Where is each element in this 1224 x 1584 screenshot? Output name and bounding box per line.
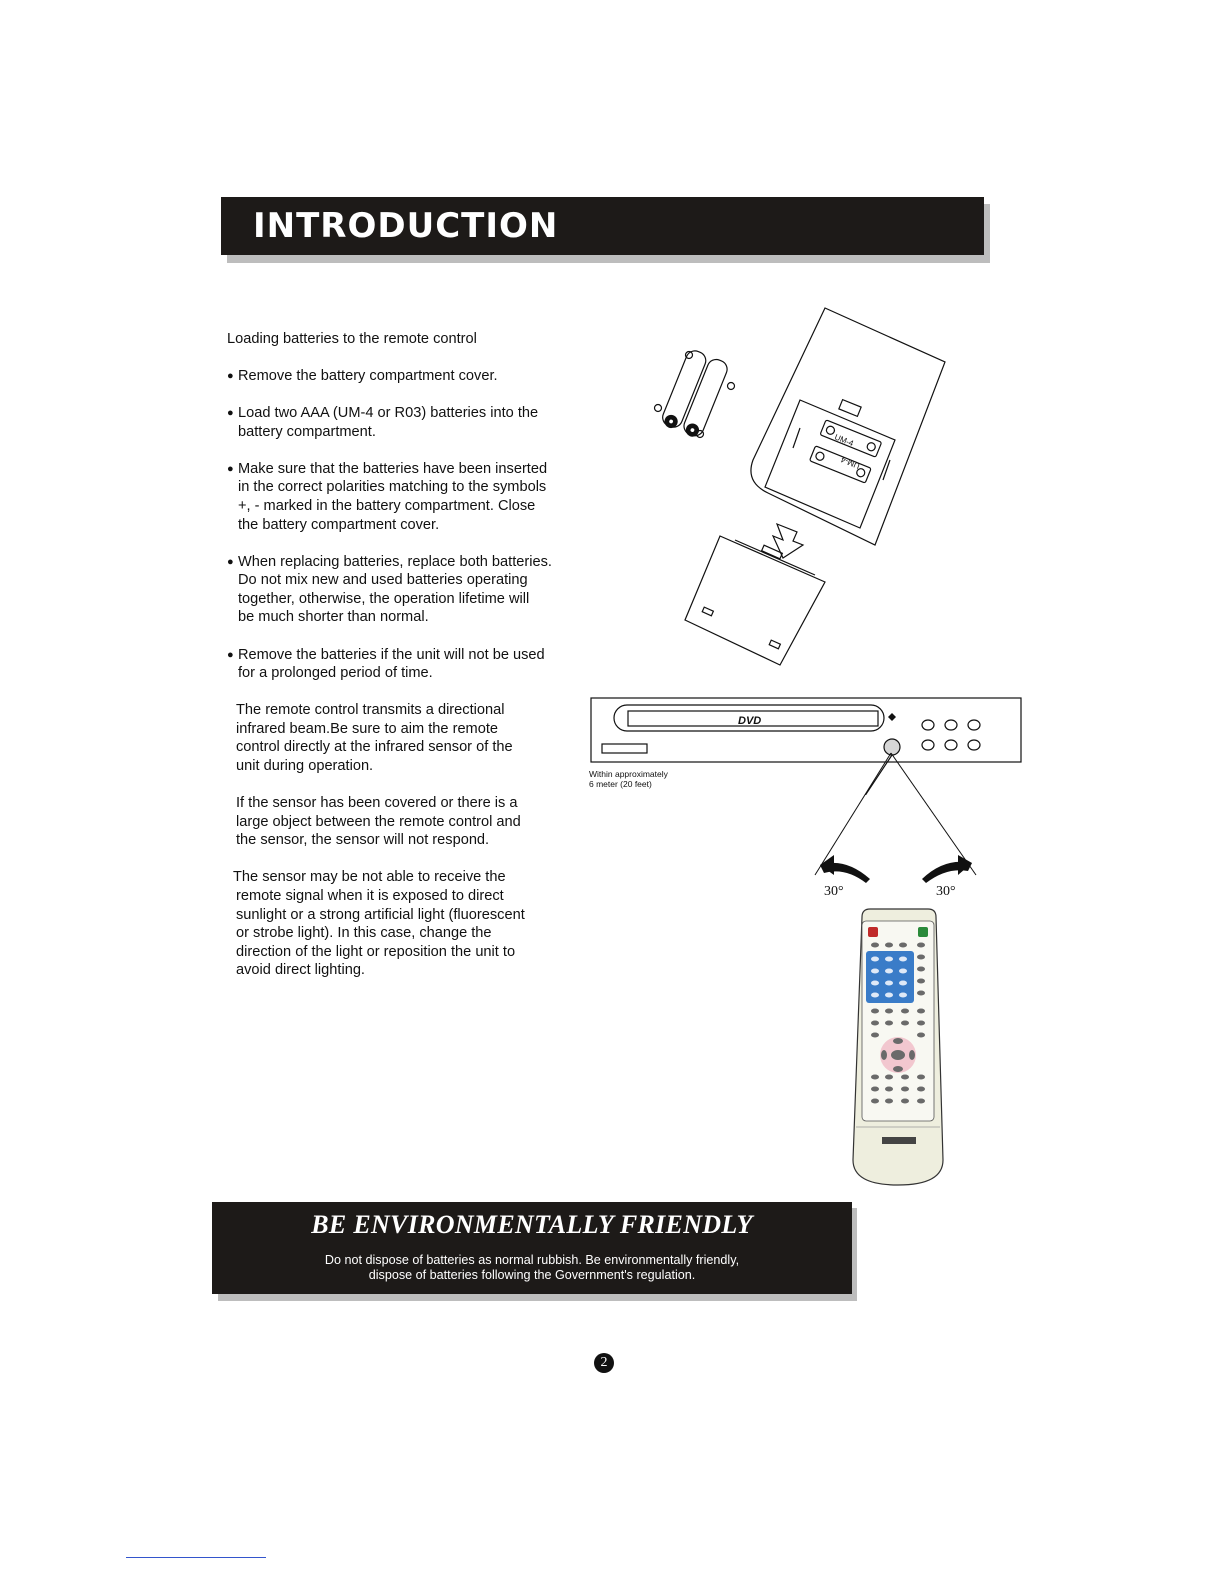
paragraph-line: avoid direct lighting. bbox=[236, 962, 365, 979]
bullet-item bbox=[227, 404, 587, 441]
environment-notice-text bbox=[212, 1253, 852, 1283]
paragraph-line: The sensor may be not able to receive the bbox=[233, 869, 506, 886]
page-title: INTRODUCTION bbox=[253, 206, 559, 246]
bullet-item bbox=[227, 367, 587, 386]
instructions-column bbox=[227, 330, 587, 998]
remote-control-illustration bbox=[848, 905, 948, 1190]
paragraph-line: infrared beam.Be sure to aim the remote bbox=[236, 720, 499, 737]
bullet-line: Remove the batteries if the unit will not be used bbox=[238, 646, 545, 663]
paragraph-line: remote signal when it is exposed to direct bbox=[236, 887, 504, 904]
paragraph-line: large object between the remote control and bbox=[236, 813, 521, 830]
paragraph bbox=[236, 794, 587, 850]
bullet-line: be much shorter than normal. bbox=[238, 609, 429, 626]
paragraph-line: direction of the light or reposition the unit to bbox=[236, 943, 516, 960]
range-note-line: 6 meter (20 feet) bbox=[589, 779, 652, 789]
bullet-item bbox=[227, 460, 587, 534]
paragraph-line: sunlight or a strong artificial light (fluorescent bbox=[236, 906, 525, 923]
bullet-item bbox=[227, 553, 587, 627]
bullet-dot-icon: ● bbox=[227, 648, 234, 661]
bullet-line: +, - marked in the battery compartment. Close bbox=[238, 497, 536, 514]
bullet-line: battery compartment. bbox=[238, 423, 376, 440]
dvd-logo: DVD bbox=[738, 715, 762, 727]
paragraph bbox=[233, 868, 587, 980]
section-header bbox=[221, 197, 984, 255]
bullet-line: Make sure that the batteries have been inserted bbox=[238, 460, 548, 477]
bullet-line: Remove the battery compartment cover. bbox=[238, 367, 498, 384]
bullet-line: together, otherwise, the operation lifetime will bbox=[238, 590, 530, 607]
bullet-line: Load two AAA (UM-4 or R03) batteries into the bbox=[238, 405, 539, 422]
bullet-dot-icon: ● bbox=[227, 407, 234, 420]
paragraph-line: the sensor, the sensor will not respond. bbox=[236, 832, 490, 849]
bullet-line: in the correct polarities matching to the symbols bbox=[238, 479, 547, 496]
footer-rule bbox=[126, 1557, 266, 1558]
environment-notice bbox=[212, 1202, 852, 1294]
environment-notice-line: Do not dispose of batteries as normal rubbish. Be environmentally friendly, bbox=[324, 1253, 740, 1267]
paragraph bbox=[236, 701, 587, 775]
bullet-line: When replacing batteries, replace both batteries. bbox=[238, 553, 552, 570]
bullet-dot-icon: ● bbox=[227, 462, 234, 475]
battery-slot-label: UM-4 bbox=[839, 454, 862, 471]
bullet-line: for a prolonged period of time. bbox=[238, 665, 433, 682]
paragraph-line: or strobe light). In this case, change the bbox=[236, 925, 492, 942]
range-note bbox=[589, 769, 668, 789]
paragraph-line: The remote control transmits a directional bbox=[236, 702, 505, 719]
angle-label-left: 30° bbox=[824, 884, 844, 899]
paragraph-line: control directly at the infrared sensor of the bbox=[236, 739, 513, 756]
paragraph-line: unit during operation. bbox=[236, 758, 374, 774]
page-number: 2 bbox=[594, 1353, 614, 1373]
battery-loading-illustration bbox=[640, 300, 960, 680]
bullet-dot-icon: ● bbox=[227, 369, 234, 382]
battery-slot-label: UM-4 bbox=[833, 432, 855, 449]
bullet-line: Do not mix new and used batteries operating bbox=[238, 572, 528, 589]
environment-notice-line: dispose of batteries following the Government's regulation. bbox=[368, 1268, 696, 1282]
infrared-angle-diagram bbox=[800, 745, 1000, 905]
subheading: Loading batteries to the remote control bbox=[227, 331, 477, 347]
bullet-line: the battery compartment cover. bbox=[238, 516, 440, 533]
angle-label-right: 30° bbox=[936, 884, 956, 899]
bullet-dot-icon: ● bbox=[227, 555, 234, 568]
range-note-line: Within approximately bbox=[589, 769, 668, 779]
paragraph-line: If the sensor has been covered or there is a bbox=[236, 795, 518, 812]
environment-notice-title: BE ENVIRONMENTALLY FRIENDLY bbox=[311, 1210, 753, 1239]
bullet-item bbox=[227, 646, 587, 683]
